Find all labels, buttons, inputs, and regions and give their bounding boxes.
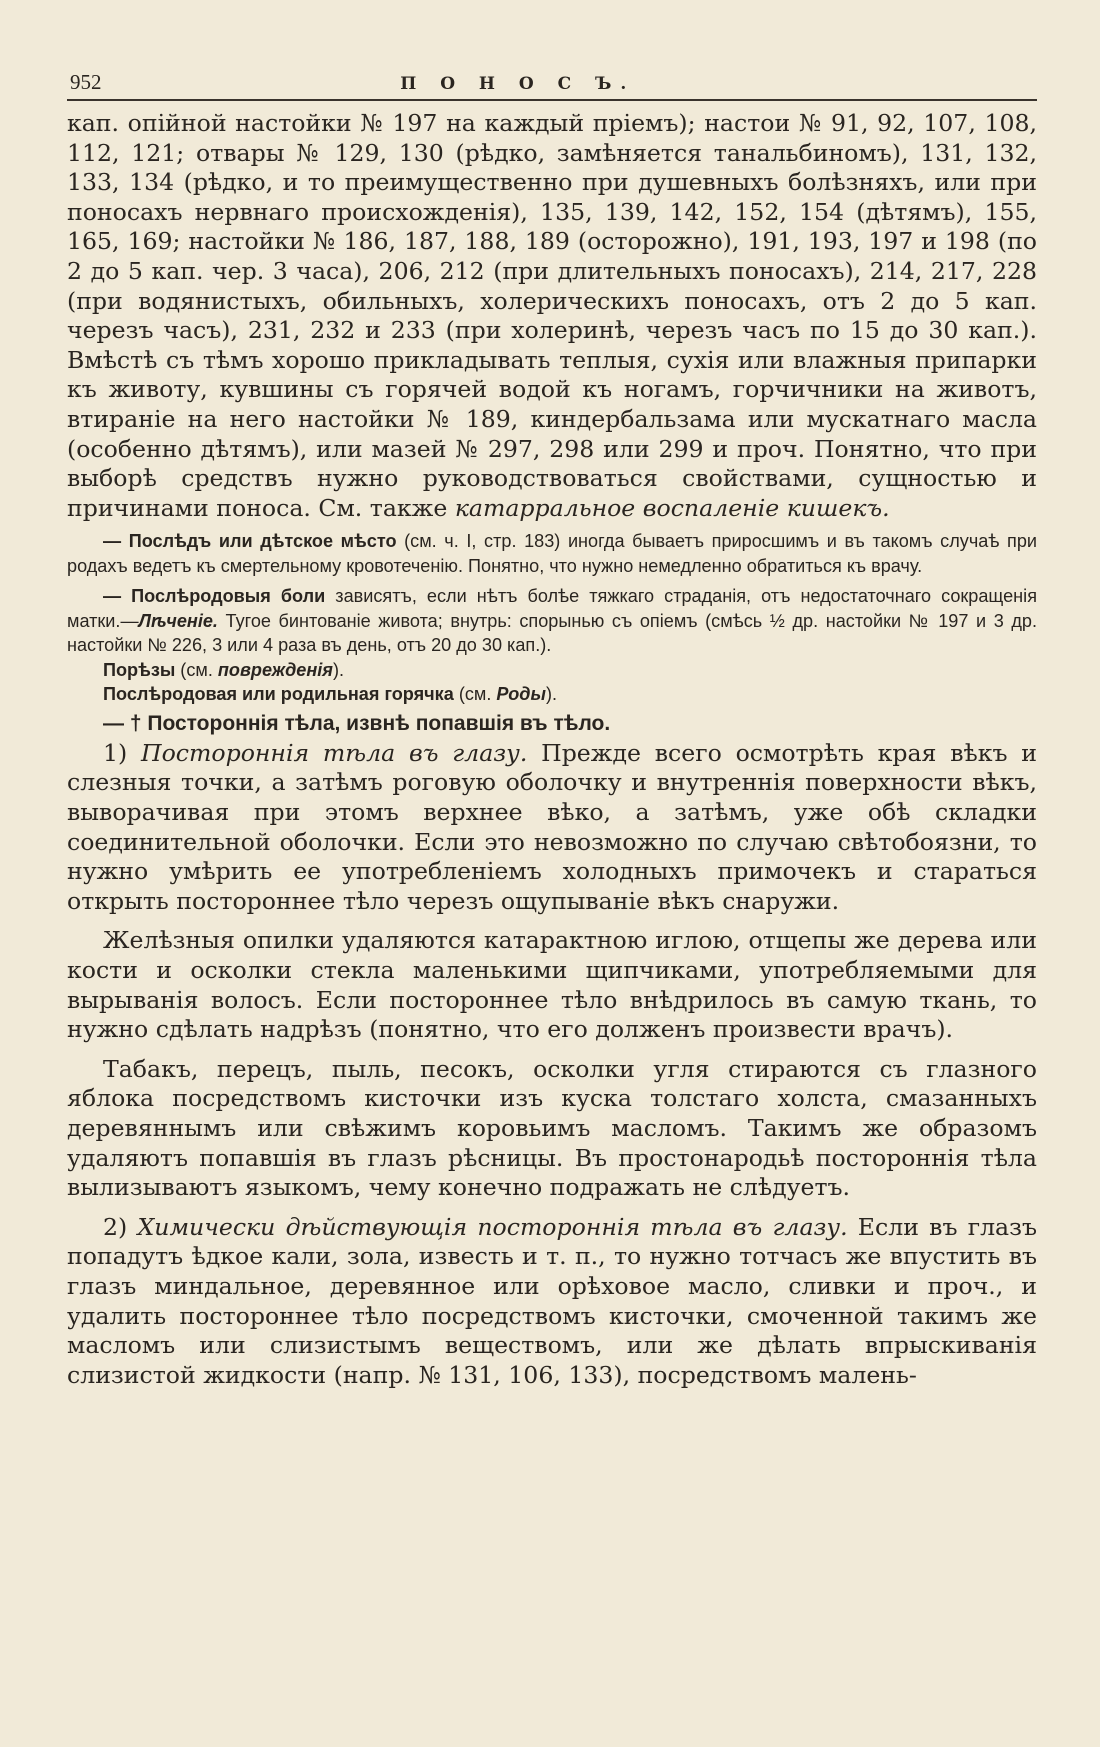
entry-heading: — Послѣдъ или дѣтское мѣсто [103, 531, 397, 552]
paragraph-remedies: кап. опійной настойки № 197 на каждый пріемъ); настои № 91, 92, 107, 108, 112, 121; отвары № 129, 130 (рѣдко, замѣняется танальбиномъ), 131, 132, 133, 134 (рѣдко, и то преимущественно при душевныхъ болѣзняхъ, или при поносахъ нервнаго происхожденія), 135, 139, 142, 152, 154 (дѣтямъ), 155, 165, 169; настойки № 186, 187, 188, 189 (осторожно), 191, 193, 197 и 198 (по 2 до 5 кап. чер. 3 часа), 206, 212 (при длительныхъ поносахъ), 214, 217, 228 (при водянистыхъ, обильныхъ, холерическихъ поносахъ, отъ 2 до 5 кап. черезъ часъ), 231, 232 и 233 (при холеринѣ, черезъ часъ по 15 до 30 кап.). Вмѣстѣ съ тѣмъ хорошо прикладывать теплыя, сухія или влажныя припарки къ животу, кувшины съ горячей водой къ ногамъ, горчичники на животъ, втираніе на него настойки № 189, киндербальзама или мускатнаго масла (особенно дѣтямъ), или мазей № 297, 298 или 299 и проч. Понятно, что при выборѣ средствъ нужно руководствоваться свойствами, сущностью и причинами поноса. См. также катарральное воспаленіе кишекъ. [67, 109, 1037, 522]
entry-puerperal-fever: Послѣродовая или родильная горячка (см. Роды). [103, 684, 557, 705]
book-page [67, 70, 1037, 1390]
entry-heading: Послѣродовая или родильная горячка [103, 684, 454, 705]
subsection-heading: Химически дѣйствующія постороннія тѣла въ глазу. [137, 1212, 848, 1241]
paragraph-tobacco-pepper: Табакъ, перецъ, пыль, песокъ, осколки угля стираются съ глазного яблока посредствомъ кисточки изъ куска толстаго холста, смазанныхъ деревяннымъ или свѣжимъ коровьимъ масломъ. Такимъ же образомъ удаляютъ попавшія въ глазъ рѣсницы. Въ простонародьѣ постороннія тѣла вылизываютъ языкомъ, чему конечно подражать не слѣдуетъ. [67, 1054, 1037, 1202]
entry-afterpains: — Послѣродовыя боли зависятъ, если нѣтъ болѣе тяжкаго страданія, отъ недостаточнаго сокращенія матки.—Лѣченіе. Тугое бинтованіе живота; внутрь: спорынью съ опіемъ (смѣсь ½ др. настойки № 197 и 3 др. настойки № 226, 3 или 4 раза въ день, отъ 20 до 30 кап.). [67, 586, 1037, 656]
entry-heading: — Послѣродовыя боли [103, 586, 326, 607]
page-body [67, 109, 1037, 1390]
section-title: — † Постороннія тѣла, извнѣ попавшія въ тѣло. [103, 711, 611, 735]
paragraph-chemical-bodies: 2) Химически дѣйствующія постороннія тѣла въ глазу. Если въ глазъ попадутъ ѣдкое кали, зола, известь и т. п., то нужно тотчасъ же впустить въ глазъ миндальное, деревянное или орѣховое масло, сливки и проч., и удалить постороннее тѣло посредствомъ кисточки, смоченной такимъ же масломъ или слизистымъ веществомъ, или же дѣлать впрыскиванія слизистой жидкости (напр. № 131, 106, 133), посредствомъ малень- [67, 1212, 1038, 1389]
paragraph-eye-foreign-bodies: 1) Постороннія тѣла въ глазу. Прежде всего осмотрѣть края вѣкъ и слезныя точки, а затѣмъ роговую оболочку и внутреннія поверхности вѣкъ, выворачивая при этомъ верхнее вѣко, а затѣмъ, уже обѣ складки соединительной оболочки. Если это невозможно по случаю свѣтобоязни, то нужно умѣрить ее употребленіемъ холодныхъ примочекъ и стараться открыть постороннее тѣло черезъ ощупываніе вѣкъ снаружи. [67, 738, 1037, 915]
treatment-label: Лѣченіе. [138, 610, 218, 631]
entry-heading: Порѣзы [103, 659, 176, 680]
paragraph-iron-filings: Желѣзныя опилки удаляются катарактною иглою, отщепы же дерева или кости и осколки стекла маленькими щипчиками, употребляемыми для вырыванія волосъ. Если постороннее тѣло внѣдрилось въ самую ткань, то нужно сдѣлать надрѣзъ (понятно, что его долженъ произвести врачъ). [67, 926, 1037, 1044]
subsection-heading: Постороннія тѣла въ глазу. [141, 738, 528, 767]
running-title: П О Н О С Ъ. [400, 74, 636, 94]
page-number: 952 [70, 70, 102, 94]
entry-afterbirth: — Послѣдъ или дѣтское мѣсто (см. ч. I, стр. 183) иногда бываетъ приросшимъ и въ такомъ случаѣ при родахъ ведетъ къ смертельному кровотеченію. Понятно, что нужно немедленно обратиться къ врачу. [67, 531, 1037, 576]
entry-cuts: Порѣзы (см. поврежденія). [103, 659, 345, 680]
page-header [67, 70, 1037, 101]
cross-reference: катарральное воспаленіе кишекъ. [454, 493, 890, 522]
